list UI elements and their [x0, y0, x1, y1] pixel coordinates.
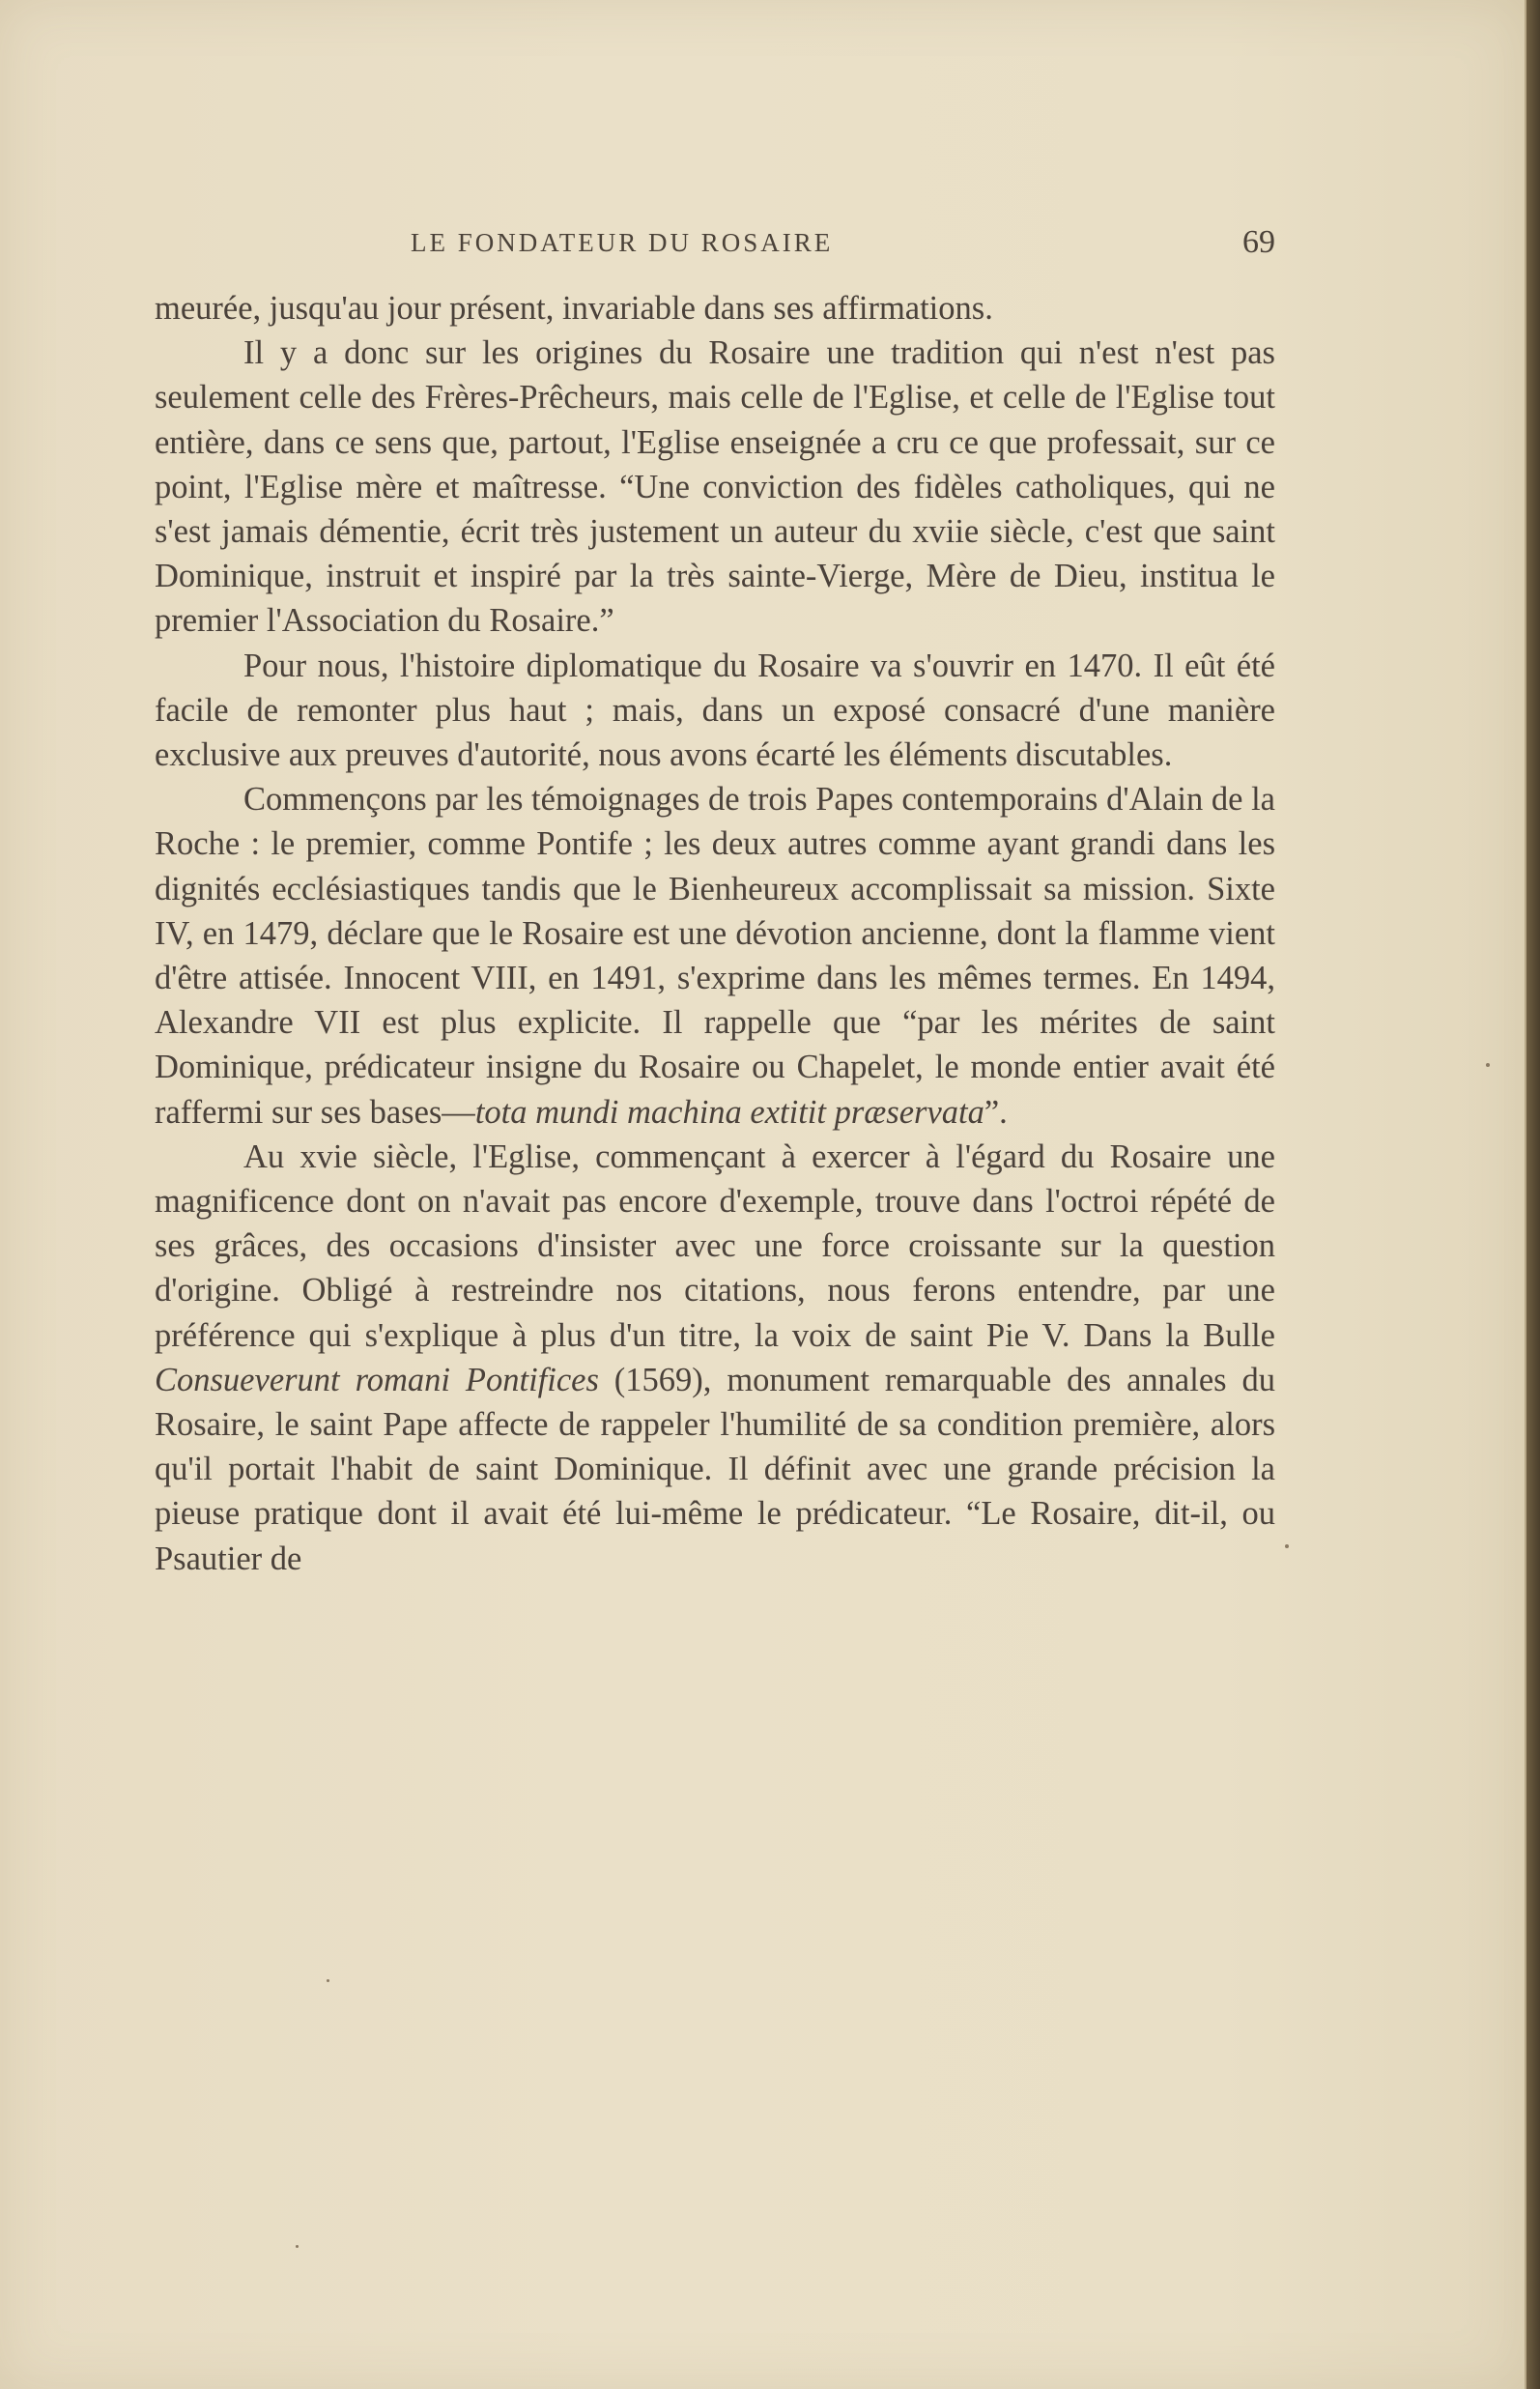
book-spine-edge	[1526, 0, 1540, 2389]
paper-speck	[1486, 1063, 1490, 1067]
page-number: 69	[1242, 224, 1275, 260]
paragraph-text: ”.	[984, 1093, 1008, 1131]
paragraph-three-popes	[155, 777, 1275, 1135]
paper-speck	[327, 1979, 329, 1982]
bull-title: Consueverunt romani Pontifices	[155, 1361, 599, 1398]
paragraph-text: (1569), monument remarquable des annales du Rosaire, le saint Pape affecte de rappeler l'humilité de sa condition première, alors qu'il portait l'habit de saint Dominique. Il définit avec une grande précision la pieuse pratique dont il avait été lui-même le prédicateur. “Le Rosaire, dit-il, ou Psautier de	[155, 1361, 1275, 1577]
paragraph-text: Pour nous, l'histoire diplomatique du Rosaire va s'ouvrir en 1470. Il eût été facile de remonter plus haut ; mais, dans un exposé consacré d'une manière exclusive aux preuves d'autorité, nous avons écarté les éléments discutables.	[155, 647, 1275, 774]
paragraph-continuation	[155, 286, 1275, 331]
paragraph-text: meurée, jusqu'au jour présent, invariable dans ses affirmations.	[155, 290, 993, 327]
running-title: LE FONDATEUR DU ROSAIRE	[411, 228, 834, 257]
paper-speck	[296, 2245, 299, 2248]
paragraph-diplomatic-history	[155, 644, 1275, 778]
latin-quote: tota mundi machina extitit præservata	[474, 1093, 984, 1131]
paragraph-tradition	[155, 331, 1275, 643]
paragraph-text: Commençons par les témoignages de trois Papes contemporains d'Alain de la Roche : le premier, comme Pontife ; les deux autres comme ayant grandi dans les dignités ecclésiastiques tandis que le Bienheureux accomplissait sa mission. Sixte IV, en 1479, déclare que le Rosaire est une dévotion ancienne, dont la flamme vient d'être attisée. Innocent VIII, en 1491, s'exprime dans les mêmes termes. En 1494, Alexandre VII est plus explicite. Il rappelle que “par les mérites de saint Dominique, prédicateur insigne du Rosaire ou Chapelet, le monde entier avait été raffermi sur ses bases—	[155, 781, 1275, 1131]
paragraph-text: Il y a donc sur les origines du Rosaire une tradition qui n'est n'est pas seulement celle des Frères-Prêcheurs, mais celle de l'Eglise, et celle de l'Eglise tout entière, dans ce sens que, partout, l'Eglise enseignée a cru ce que professait, sur ce point, l'Eglise mère et maîtresse. “Une conviction des fidèles catholiques, qui ne s'est jamais démentie, écrit très justement un auteur du xviie siècle, c'est que saint Dominique, instruit et inspiré par la très sainte-Vierge, Mère de Dieu, institua le premier l'Association du Rosaire.”	[155, 334, 1275, 640]
paper-speck	[1285, 1544, 1289, 1548]
paragraph-sixteenth-century	[155, 1135, 1275, 1581]
running-head	[155, 224, 1275, 263]
body-text	[155, 286, 1275, 1581]
paragraph-text: Au xvie siècle, l'Eglise, commençant à exercer à l'égard du Rosaire une magnificence dont on n'avait pas encore d'exemple, trouve dans l'octroi répété de ses grâces, des occasions d'insister avec une force croissante sur la question d'origine. Obligé à restreindre nos citations, nous ferons entendre, par une préférence qui s'explique à plus d'un titre, la voix de saint Pie V. Dans la Bulle	[155, 1137, 1275, 1354]
